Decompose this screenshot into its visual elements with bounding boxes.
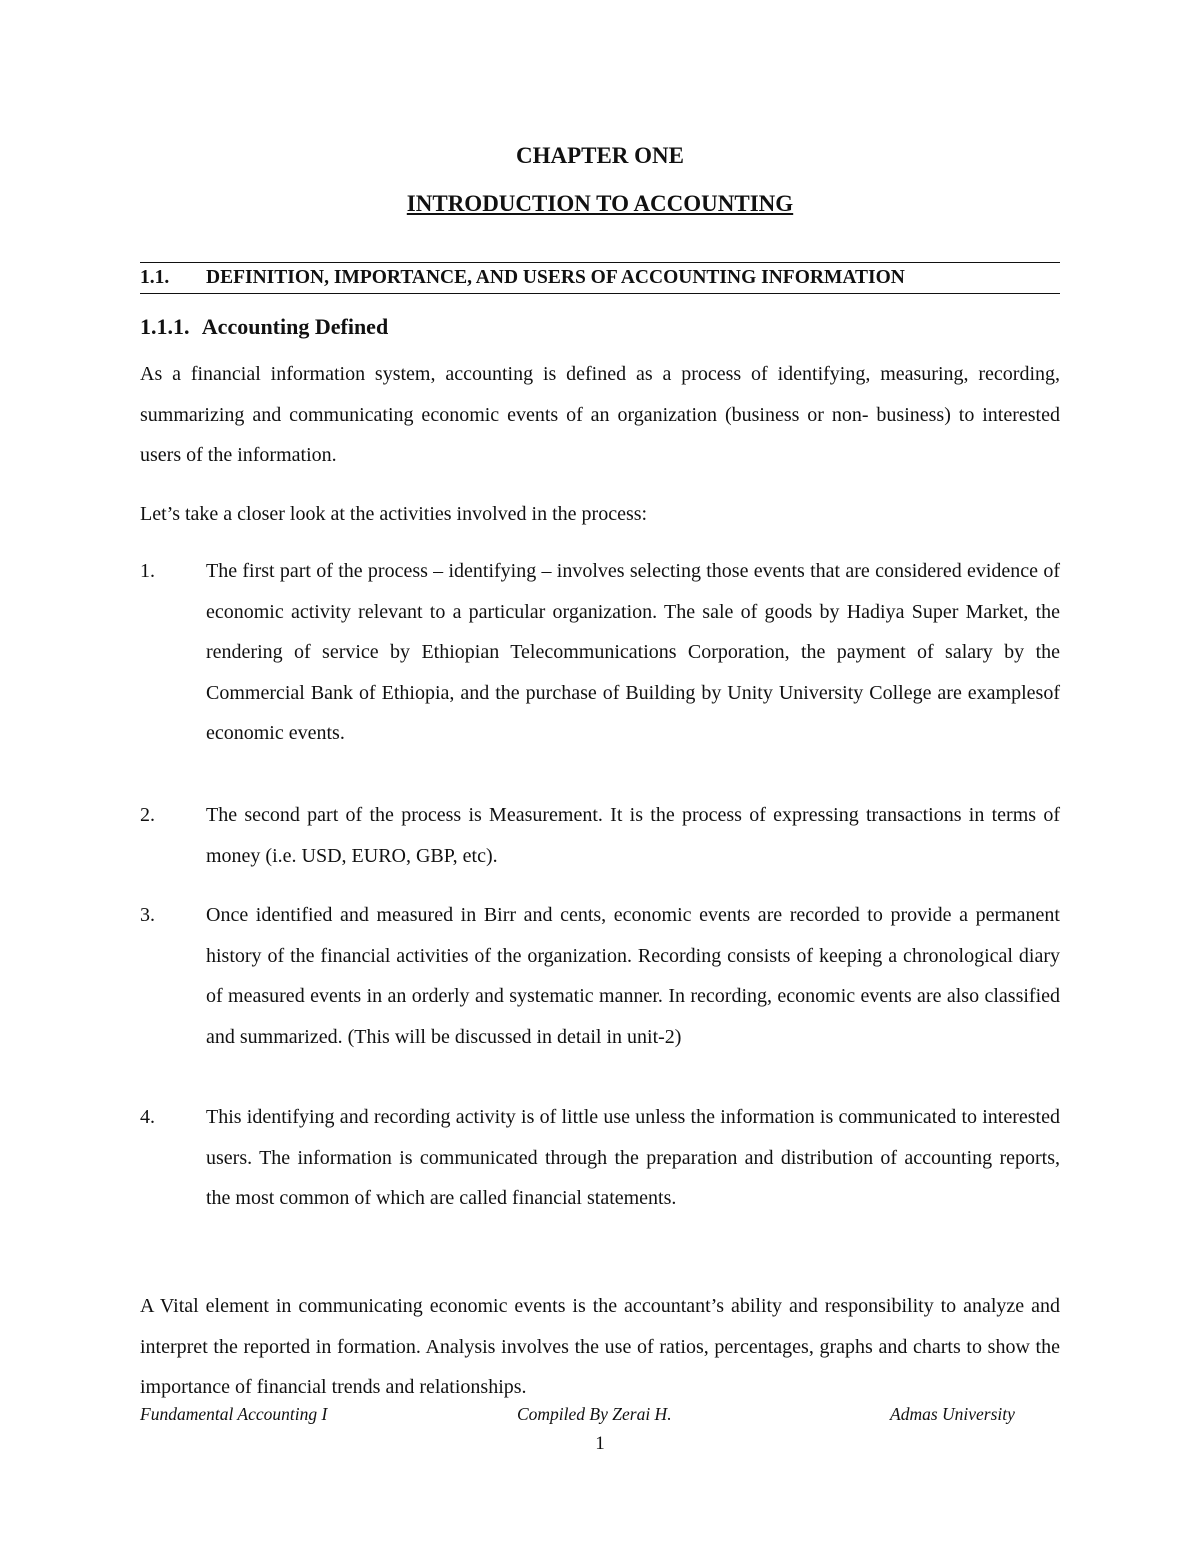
subsection-heading [140,314,388,340]
section-title: DEFINITION, IMPORTANCE, AND USERS OF ACCOUNTING INFORMATION [206,267,905,288]
footer-compiler: Compiled By Zerai H. [517,1404,672,1424]
list-item-number: 2. [140,804,155,826]
vital-element-paragraph: A Vital element in communicating economic events is the accountant’s ability and responsibility to analyze and interpret the reported in formation. Analysis involves the use of ratios, percentages, graphs and charts to show the importance of financial trends and relationships. [140,1295,1060,1398]
list-item-number: 3. [140,904,155,926]
list-item-text: This identifying and recording activity is of little use unless the information is communicated to interested users. The information is communicated through the preparation and distribution of accounting reports, the most common of which are called financial statements. [206,1106,1060,1209]
chapter-heading: CHAPTER ONE [515,143,685,168]
list-item-number: 4. [140,1106,155,1128]
page-number: 1 [595,1433,605,1454]
section-number: 1.1. [140,267,170,288]
list-item-number: 1. [140,560,155,582]
section-heading [140,262,1060,294]
intro-paragraph: Let’s take a closer look at the activities involved in the process: [140,503,648,525]
chapter-title [0,191,1200,217]
list-item [140,551,1060,754]
list-item [140,1097,1060,1219]
footer-course: Fundamental Accounting I [140,1404,328,1424]
chapter-title-text: INTRODUCTION TO ACCOUNTING [406,191,794,216]
list-item-text: The second part of the process is Measurement. It is the process of expressing transactions in terms of money (i.e. USD, EURO, GBP, etc). [206,804,1060,867]
list-item-text: Once identified and measured in Birr and cents, economic events are recorded to provide a permanent history of the financial activities of the organization. Recording consists of keeping a chronological diary of measured events in an orderly and systematic manner. In recording, economic events are also classified and summarized. (This will be discussed in detail in unit-2) [206,904,1060,1048]
list-item-text: The first part of the process – identifying – involves selecting those events that are considered evidence of economic activity relevant to a particular organization. The sale of goods by Hadiya Super Market, the rendering of service by Ethiopian Telecommunications Corporation, the payment of salary by the Commercial Bank of Ethiopia, and the purchase of Building by Unity University College are examplesof economic events. [206,560,1060,744]
footer-institution: Admas University [890,1404,1015,1424]
subsection-number: 1.1.1. [140,314,190,339]
list-item [140,795,1060,876]
definition-paragraph: As a financial information system, accounting is defined as a process of identifying, measuring, recording, summarizing and communicating economic events of an organization (business or non- business) to interested users of the information. [140,363,1060,466]
subsection-title: Accounting Defined [201,314,389,339]
list-item [140,895,1060,1057]
